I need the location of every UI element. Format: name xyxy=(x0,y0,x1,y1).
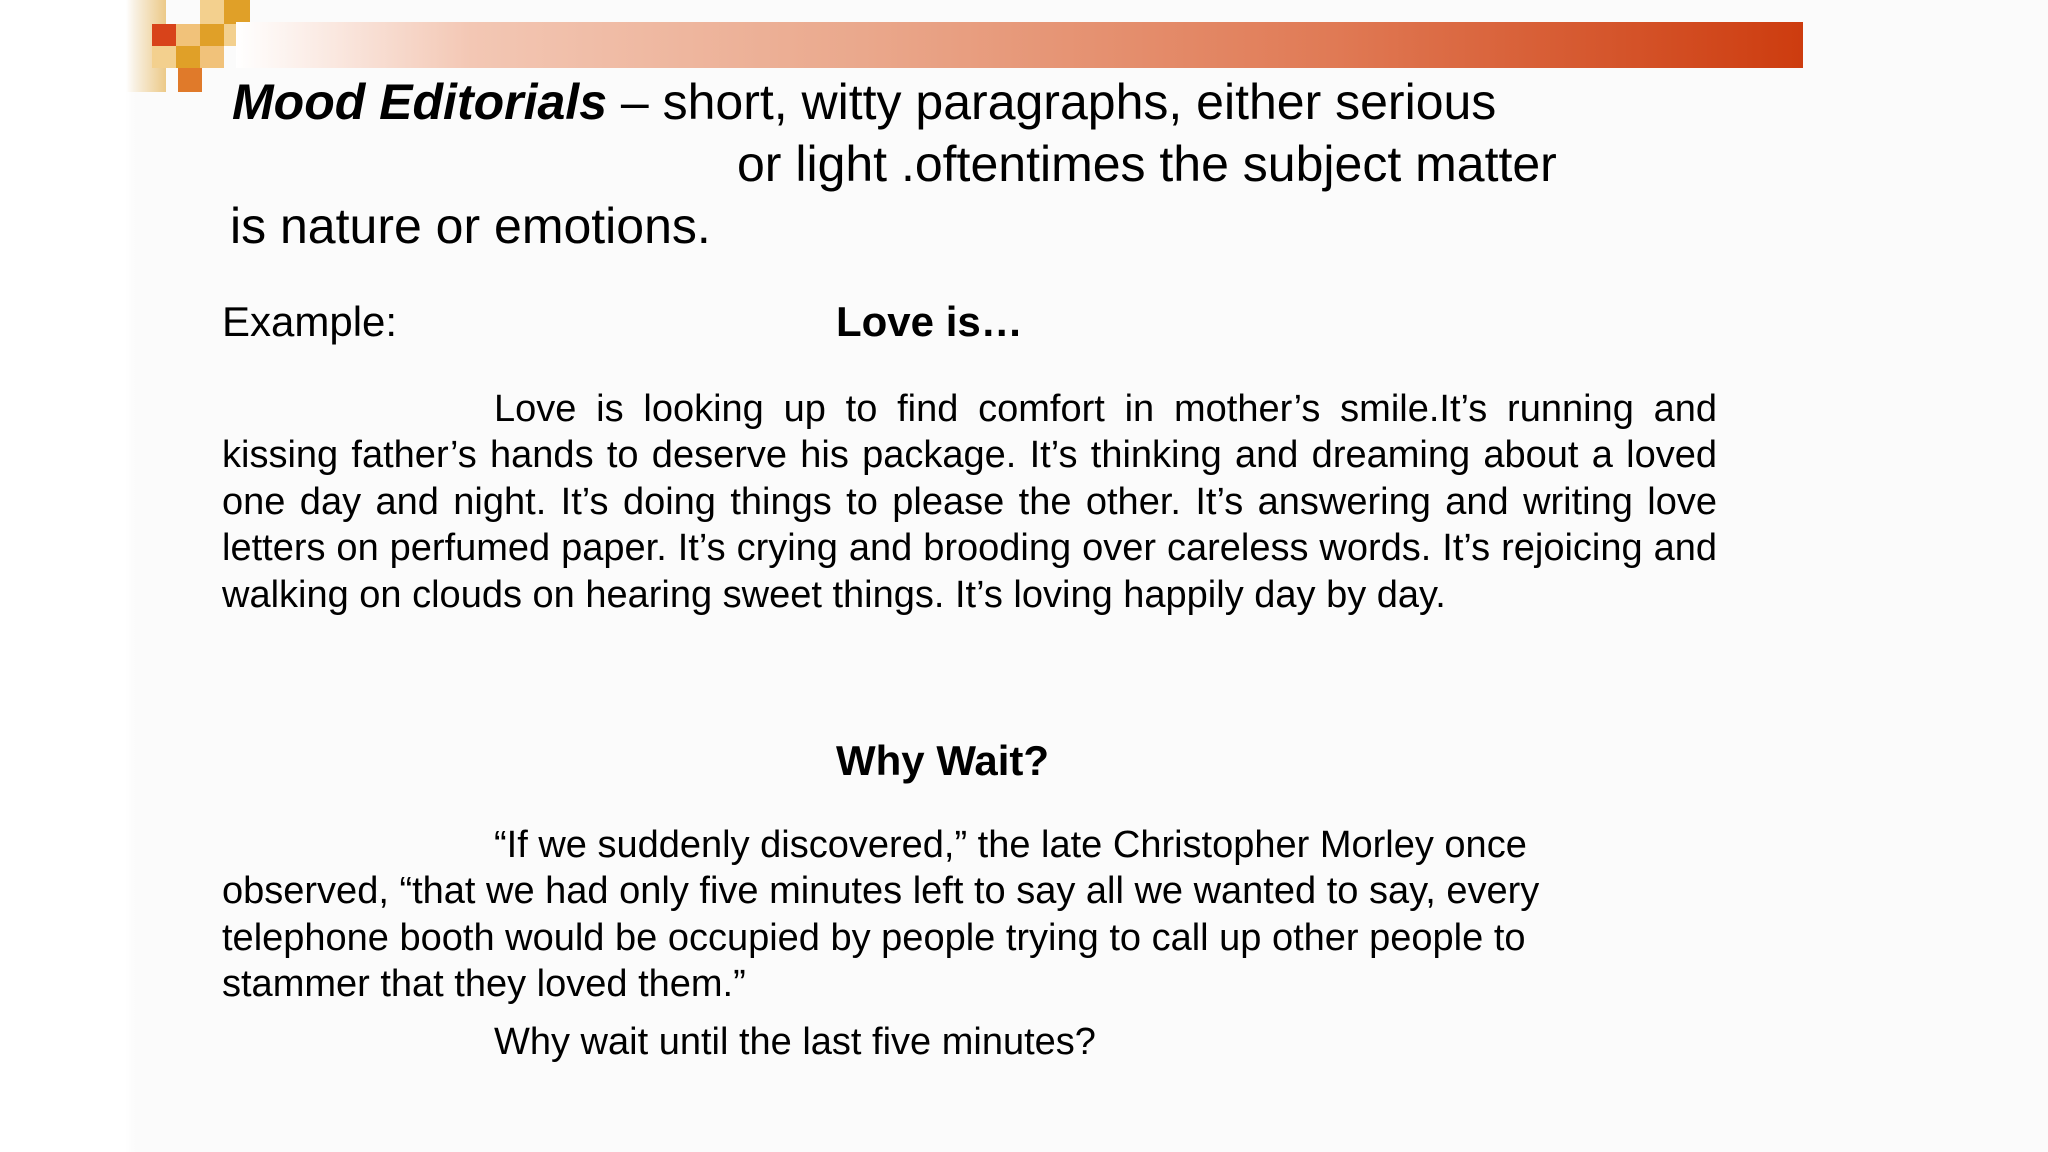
example-paragraph xyxy=(222,386,1717,618)
heading-line-1 xyxy=(232,74,1497,130)
heading-term: Mood Editorials xyxy=(232,74,607,130)
quote-line-3: telephone booth would be occupied by people trying to call up other people to xyxy=(222,916,1526,959)
heading-definition-start: – short, witty paragraphs, either serious xyxy=(607,74,1497,130)
quote-line-2: observed, “that we had only five minutes left to say all we wanted to say, every xyxy=(222,870,1540,913)
quote-block xyxy=(222,822,1717,1008)
example-paragraph-text: Love is looking up to find comfort in mother’s smile.It’s running and kissing father’s hands to deserve his package. It’s thinking and dreaming about a loved one day and night. It’s doing things to please the other. It’s answering and writing love letters on perfumed paper. It’s crying and brooding over careless words. It’s rejoicing and walking on clouds on hearing sweet things. It’s loving happily day by day. xyxy=(222,388,1717,616)
example-title: Love is… xyxy=(836,298,1023,345)
closing-question: Why wait until the last five minutes? xyxy=(494,1021,1096,1063)
quote-line-4: stammer that they loved them.” xyxy=(222,963,746,1006)
heading-line-2: or light .oftentimes the subject matter xyxy=(737,136,1557,192)
quote-line-1: “If we suddenly discovered,” the late Christopher Morley once xyxy=(494,824,1527,866)
title-accent-bar xyxy=(236,22,1803,68)
heading-line-3: is nature or emotions. xyxy=(230,198,711,254)
second-title: Why Wait? xyxy=(836,737,1050,784)
example-label: Example: xyxy=(222,298,398,345)
